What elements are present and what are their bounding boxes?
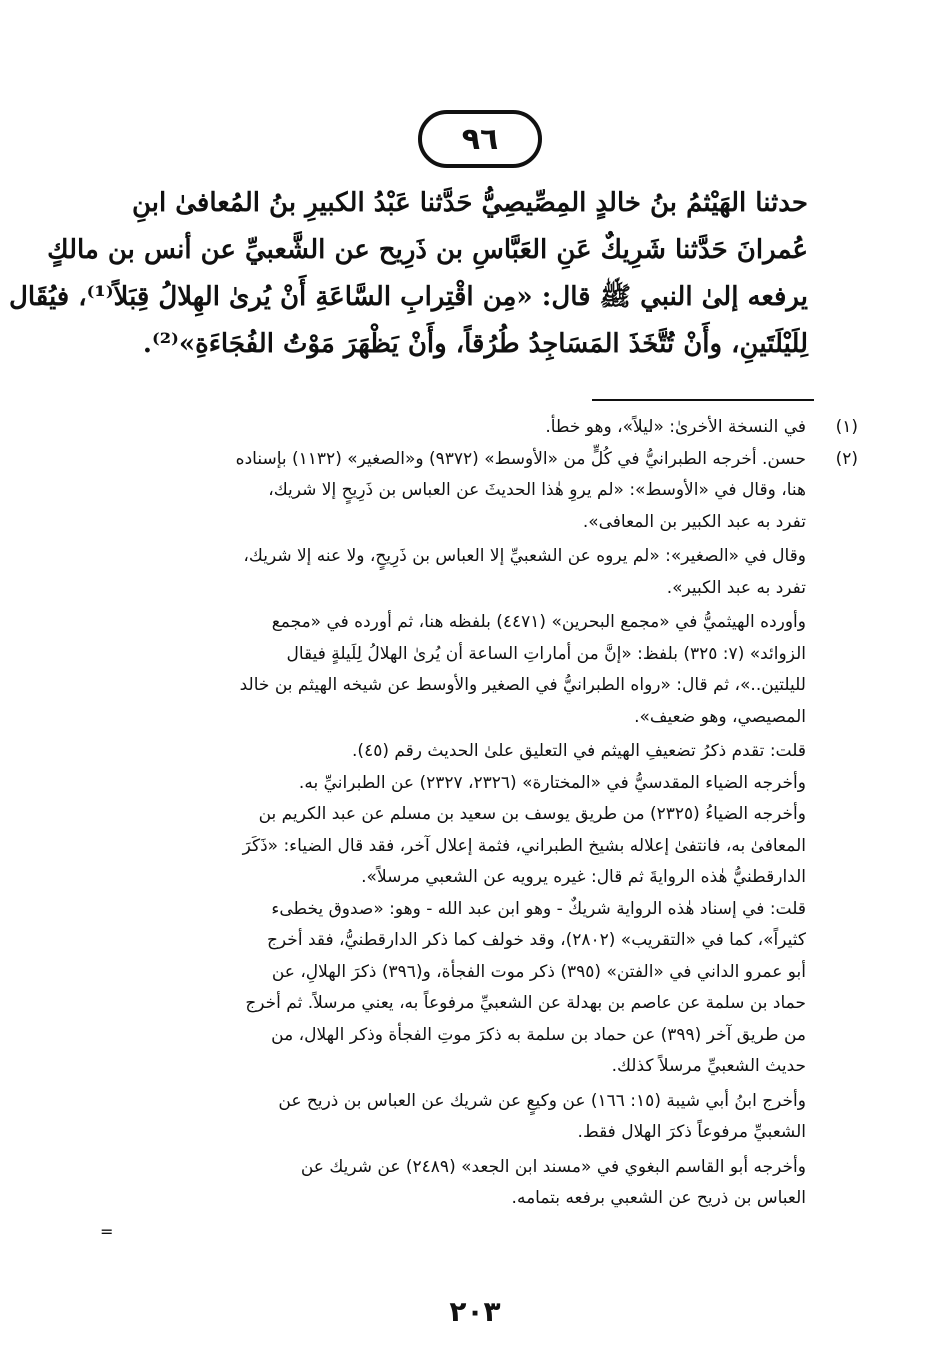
hadith-text bbox=[8, 180, 808, 368]
footnote-number: (٢) bbox=[835, 448, 858, 469]
hadith-number-badge bbox=[418, 110, 542, 168]
footnote-line: أبو عمرو الداني في «الفتن» (٣٩٥) ذكر موت الفجأة، و(٣٩٦) ذكرَ الهلالِ، عن bbox=[271, 961, 806, 982]
footnote-line: قلت: في إسناد هٰذه الرواية شريكٌ - وهو ابن عبد الله - وهو: «صدوق يخطىء bbox=[271, 898, 806, 919]
page-number: ٢٠٣ bbox=[449, 1295, 501, 1328]
footnote-line: من طريق آخر (٣٩٩) عن حماد بن سلمة به ذكرَ موتِ الفجأة وذكر الهلال، من bbox=[271, 1024, 806, 1045]
footnote-line: وأخرجه الضياءُ (٢٣٢٥) من طريق يوسف بن سعيد بن مسلم عن عبد الكريم بن bbox=[258, 804, 806, 824]
hadith-number: ٩٦ bbox=[461, 121, 499, 157]
footnote-number: (١) bbox=[835, 417, 858, 437]
footnote-body bbox=[98, 412, 806, 444]
footnote-line: حديث الشعبيِّ مرسلاً كذلك. bbox=[611, 1056, 806, 1076]
footnote-paragraph bbox=[98, 444, 806, 539]
footnote-paragraph bbox=[98, 894, 806, 1083]
footnote-1 bbox=[98, 412, 858, 444]
footnote-paragraph bbox=[98, 1152, 806, 1215]
footnote-line: قلت: تقدم ذكرُ تضعيفِ الهيثم في التعليق علىٰ الحديث رقم (٤٥). bbox=[352, 741, 806, 761]
hadith-line: يرفعه إلىٰ النبي ﷺ قال: «مِن اقْتِرابِ السَّاعَةِ أَنْ يُرىٰ الهِلالُ قِبَلاً⁽¹⁾، فيُقَال bbox=[8, 282, 808, 312]
footnote-line: وقال في «الصغير»: «لم يروه عن الشعبيِّ إلا العباس بن ذَرِيحٍ، ولا عنه إلا شريك، bbox=[243, 546, 806, 566]
footnote-line: الشعبيِّ مرفوعاً ذكرَ الهلال فقط. bbox=[577, 1122, 806, 1142]
footnote-line: كثيراً»، كما في «التقريب» (٢٨٠٢)، وقد خولف كما ذكر الدارقطنيُّ، فقد أخرج bbox=[266, 930, 806, 950]
footnote-divider bbox=[592, 399, 814, 401]
footnote-line: في النسخة الأخرىٰ: «ليلاً»، وهو خطأ. bbox=[545, 417, 806, 437]
footnote-line: وأخرج ابنُ أبي شيبة (١٥: ١٦٦) عن وكيعٍ عن شريك عن العباس بن ذريح عن bbox=[278, 1090, 806, 1111]
footnote-line: حماد بن سلمة عن عاصم بن بهدلة عن الشعبيِّ مرفوعاً به، يعني مرسلاً. ثم أخرج bbox=[245, 993, 806, 1013]
footnote-line: الدارقطنيُّ هٰذه الروايةَ ثم قال: غيره يرويه عن الشعبي مرسلاً». bbox=[361, 867, 806, 887]
footnote-line: وأخرجه أبو القاسم البغوي في «مسند ابن الجعد» (٢٤٨٩) عن شريك عن bbox=[300, 1156, 806, 1177]
footnote-paragraph bbox=[98, 799, 806, 894]
continuation-mark: = bbox=[100, 1222, 114, 1241]
footnote-paragraph bbox=[98, 1086, 806, 1149]
footnote-paragraph bbox=[98, 541, 806, 604]
footnote-line: الزوائد» (٧: ٣٢٥) بلفظ: «إنَّ من أماراتِ الساعة أن يُرىٰ الهلالُ لِلَيلةٍ فيقال bbox=[286, 643, 806, 664]
footnotes bbox=[98, 412, 858, 1215]
footnote-line: لليلتين..»، ثم قال: «رواه الطبرانيُّ في الصغير والأوسط عن شيخه الهيثم بن خالد bbox=[239, 675, 806, 695]
footnote-paragraph bbox=[98, 607, 806, 733]
hadith-line: لِلَيْلَتَينِ، وأَنْ تُتَّخَذَ المَسَاجِدُ طُرُقاً، وأَنْ يَظْهَرَ مَوْتُ الفُجَاءَةِ»⁽²⁾. bbox=[142, 329, 808, 359]
footnote-line: العباس بن ذريح عن الشعبي برفعه بتمامه. bbox=[511, 1188, 806, 1208]
footnote-paragraph bbox=[98, 736, 806, 768]
footnote-line: هنا، وقال في «الأوسط»: «لم يروِ هٰذا الحديثَ عن العباس بن ذَرِيحٍ إلا شريك، bbox=[268, 480, 806, 500]
footnote-paragraph bbox=[98, 768, 806, 800]
footnote-line: تفرد به عبد الكبير بن المعافى». bbox=[582, 511, 806, 532]
hadith-line: حدثنا الهَيْثمُ بنُ خالدٍ المِصِّيصِيُّ حَدَّثنا عَبْدُ الكبيرِ بنُ المُعافىٰ ابنِ bbox=[131, 188, 808, 218]
footnote-line: تفرد به عبد الكبير». bbox=[666, 577, 806, 598]
hadith-line: عُمرانَ حَدَّثنا شَرِيكٌ عَنِ العَبَّاسِ بن ذَرِيح عن الشَّعبيِّ عن أنس بن مالكٍ bbox=[47, 235, 808, 265]
footnote-2 bbox=[98, 444, 858, 1215]
footnote-line: حسن. أخرجه الطبرانيُّ في كُلٍّ من «الأوسط» (٩٣٧٢) و«الصغير» (١١٣٢) بإسناده bbox=[235, 448, 806, 469]
footnote-line: وأورده الهيثميُّ في «مجمع البحرين» (٤٤٧١) بلفظه هنا، ثم أورده في «مجمع bbox=[271, 612, 806, 632]
footnote-body bbox=[98, 444, 806, 1215]
footnote-line: المعافىٰ به، فانتفىٰ إعلاله بشيخ الطبراني، فثمة إعلال آخر، فقد قال الضياء: «ذَكَرَ bbox=[242, 835, 806, 856]
footnote-line: وأخرجه الضياء المقدسيُّ في «المختارة» (٢٣٢٦، ٢٣٢٧) عن الطبرانيِّ به. bbox=[298, 772, 806, 793]
footnote-line: المصيصي، وهو ضعيف». bbox=[634, 706, 806, 727]
